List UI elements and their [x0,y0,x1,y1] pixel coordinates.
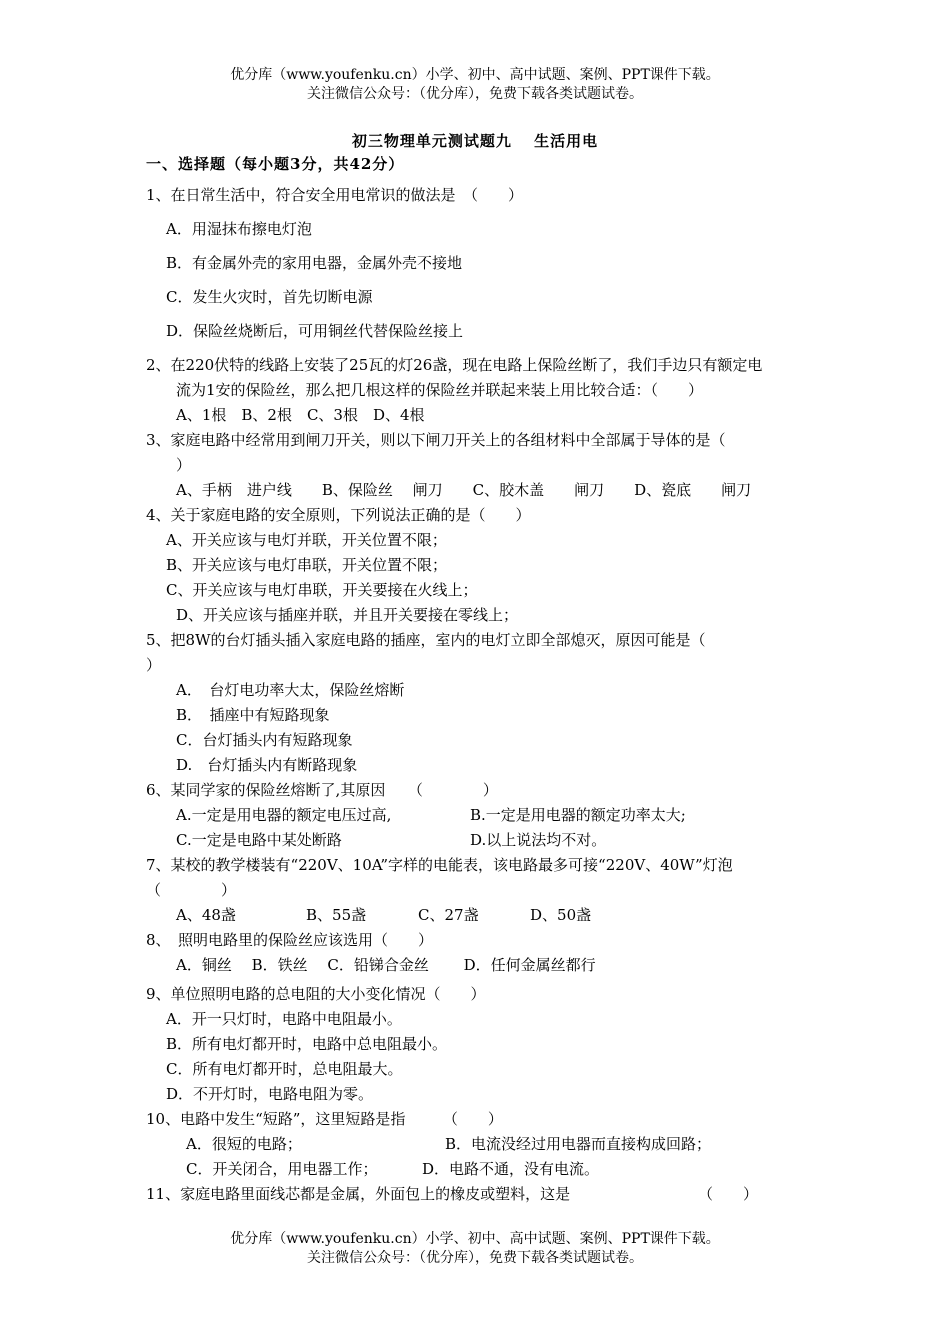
question-5-option-a: A． 台灯电功率大太，保险丝熔断 [176,681,405,699]
question-8-stem: 8、 照明电路里的保险丝应该选用（ ） [146,931,434,949]
question-3-stem: 3、家庭电路中经常用到闸刀开关，则以下闸刀开关上的各组材料中全部属于导体的是（ [146,431,726,449]
question-11-answer-blank: （ ） [698,1185,759,1203]
question-6-option-d: D.以上说法均不对。 [470,831,607,849]
question-4-stem: 4、关于家庭电路的安全原则，下列说法正确的是（ ） [146,506,531,524]
question-2-stem: 2、在220伏特的线路上安装了25瓦的灯26盏，现在电路上保险丝断了，我们手边只有额定电 [146,356,763,374]
question-9-option-c: C．所有电灯都开时，总电阻最大。 [166,1060,403,1078]
question-10-option-c: C．开关闭合，用电器工作； [186,1160,378,1178]
question-6-option-c: C.一定是电路中某处断路 [176,831,342,849]
question-1-stem: 1、在日常生活中，符合安全用电常识的做法是 （ ） [146,186,524,204]
question-1-option-a: A．用湿抹布擦电灯泡 [166,220,312,238]
question-7-option-c: C、27盏 [418,906,479,924]
question-5-stem: 5、把8W的台灯插头插入家庭电路的插座，室内的电灯立即全部熄灭，原因可能是（ [146,631,706,649]
question-9-option-d: D．不开灯时，电路电阻为零。 [166,1085,374,1103]
question-7-stem-cont: （ ） [146,881,237,899]
question-1-option-c: C．发生火灾时，首先切断电源 [166,288,373,306]
question-6-option-a: A.一定是用电器的额定电压过高, [176,806,392,824]
question-7-option-d: D、50盏 [530,906,592,924]
question-10-option-a: A．很短的电路； [186,1135,302,1153]
question-6-stem: 6、某同学家的保险丝熔断了,其原因 （ ） [146,781,498,799]
question-3-stem-cont: ） [176,456,192,474]
question-7-stem: 7、某校的教学楼装有“220V、10A”字样的电能表，该电路最多可接“220V、40W”灯泡 [146,856,733,874]
footer-line-1: 优分库（www.youfenku.cn）小学、初中、高中试题、案例、PPT课件下载。 [230,1231,720,1247]
question-6-option-b: B.一定是用电器的额定功率太大; [470,806,686,824]
question-4-option-b: B、开关应该与电灯串联，开关位置不限； [166,556,448,574]
question-10-stem: 10、电路中发生“短路”，这里短路是指 （ ） [146,1110,503,1128]
page-header [0,66,950,104]
question-4-option-a: A、开关应该与电灯并联，开关位置不限； [166,531,447,549]
question-10-option-b: B．电流没经过用电器而直接构成回路； [445,1135,712,1153]
question-4-option-c: C、开关应该与电灯串联，开关要接在火线上； [166,581,478,599]
page-title: 初三物理单元测试题九 生活用电 [351,132,599,150]
question-7-option-b: B、55盏 [306,906,367,924]
question-9-stem: 9、单位照明电路的总电阻的大小变化情况（ ） [146,985,486,1003]
question-4-option-d: D、开关应该与插座并联，并且开关要接在零线上； [176,606,519,624]
question-9-option-a: A．开一只灯时，电路中电阻最小。 [166,1010,402,1028]
question-2-options: A、1根 B、2根 C、3根 D、4根 [176,406,425,424]
question-1-option-b: B．有金属外壳的家用电器，金属外壳不接地 [166,254,463,272]
section-heading: 一、选择题（每小题3分，共42分） [146,155,405,173]
question-5-option-d: D. 台灯插头内有断路现象 [176,756,358,774]
header-line-1: 优分库（www.youfenku.cn）小学、初中、高中试题、案例、PPT课件下载。 [230,67,720,83]
question-11-stem: 11、家庭电路里面线芯都是金属，外面包上的橡皮或塑料，这是 [146,1185,571,1203]
question-10-option-d: D．电路不通，没有电流。 [422,1160,600,1178]
question-5-stem-cont: ） [146,656,162,674]
footer-line-2: 关注微信公众号：（优分库），免费下载各类试题试卷。 [307,1250,643,1266]
question-1-option-d: D．保险丝烧断后，可用铜丝代替保险丝接上 [166,322,464,340]
question-2-stem-cont: 流为1安的保险丝，那么把几根这样的保险丝并联起来装上用比较合适：（ ） [176,381,704,399]
question-9-option-b: B．所有电灯都开时，电路中总电阻最小。 [166,1035,448,1053]
question-8-options: A．铜丝 B．铁丝 C．铅锑合金丝 D．任何金属丝都行 [176,956,596,974]
question-5-option-b: B． 插座中有短路现象 [176,706,330,724]
question-3-options: A、手柄 进户线 B、保险丝 闸刀 C、胶木盖 闸刀 D、瓷底 闸刀 [176,481,752,499]
question-7-option-a: A、48盏 [176,906,236,924]
question-5-option-c: C．台灯插头内有短路现象 [176,731,353,749]
header-line-2: 关注微信公众号：（优分库），免费下载各类试题试卷。 [307,86,643,102]
page-footer [0,1230,950,1268]
